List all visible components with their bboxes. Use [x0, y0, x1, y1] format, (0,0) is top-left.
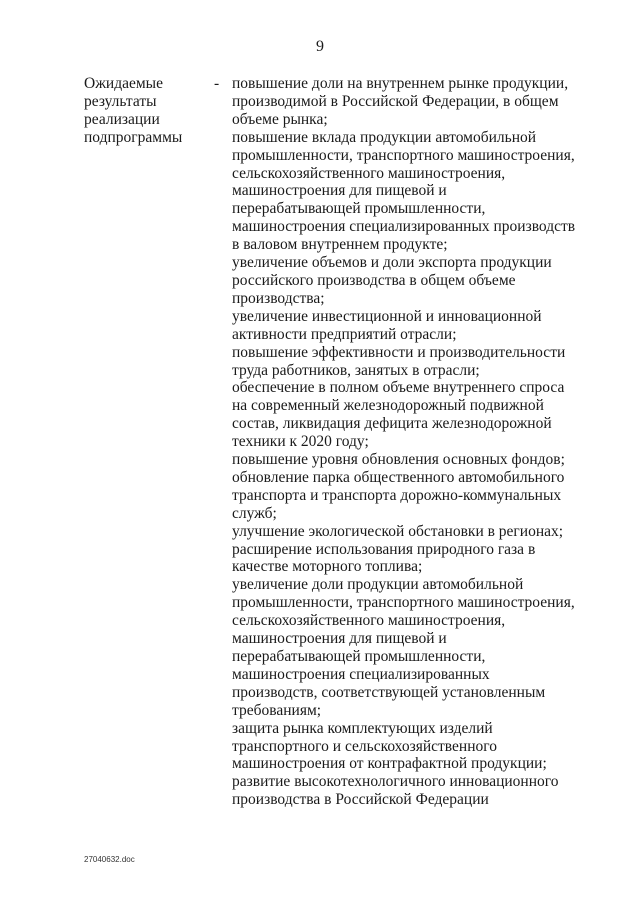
- content-line: производств, соответствующей установленным: [232, 683, 546, 701]
- content-line: техники к 2020 году;: [232, 433, 369, 451]
- content-line: обновление парка общественного автомобильного: [232, 468, 565, 486]
- content-line: производства;: [232, 289, 325, 307]
- content-line: обеспечение в полном объеме внутреннего спроса: [232, 379, 565, 397]
- content-line: увеличение объемов и доли экспорта продукции: [232, 254, 552, 272]
- content-line: российского производства в общем объеме: [232, 271, 516, 289]
- content-line: сельскохозяйственного машиностроения,: [232, 164, 506, 182]
- expected-results-text: [232, 75, 576, 809]
- page-number: 9: [316, 38, 324, 55]
- content-line: машиностроения специализированных: [232, 665, 490, 683]
- content-line: развитие высокотехнологичного инновационного: [232, 773, 559, 791]
- content-line: состав, ликвидация дефицита железнодорожной: [232, 415, 552, 433]
- content-line: повышение вклада продукции автомобильной: [232, 128, 537, 146]
- content-line: повышение доли на внутреннем рынке продукции,: [232, 75, 569, 92]
- content-line: повышение уровня обновления основных фондов;: [232, 451, 565, 469]
- content-line: машиностроения для пищевой и: [232, 630, 447, 648]
- content-line: в валовом внутреннем продукте;: [232, 236, 448, 254]
- content-line: качестве моторного топлива;: [232, 558, 423, 576]
- content-line: производства в Российской Федерации: [232, 791, 489, 809]
- content-line: служб;: [232, 504, 277, 522]
- content-line: увеличение доли продукции автомобильной: [232, 576, 524, 594]
- content-line: транспортного и сельскохозяйственного: [232, 737, 497, 755]
- content-line: машиностроения от контрафактной продукции;: [232, 755, 547, 773]
- label-line: Ожидаемые: [84, 75, 163, 92]
- content-line: машиностроения для пищевой и: [232, 182, 447, 200]
- content-line: машиностроения специализированных производств: [232, 218, 576, 236]
- content-line: объеме рынка;: [232, 110, 328, 128]
- content-line: улучшение экологической обстановки в регионах;: [232, 522, 564, 540]
- section-label: [84, 75, 204, 147]
- content-line: активности предприятий отрасли;: [232, 325, 457, 343]
- content-line: сельскохозяйственного машиностроения,: [232, 612, 506, 630]
- content-line: повышение эффективности и производительности: [232, 343, 566, 361]
- content-line: перерабатывающей промышленности,: [232, 200, 486, 218]
- list-dash: -: [214, 75, 220, 92]
- footer-filename: 27040632.doc: [84, 855, 135, 864]
- content-line: требованиям;: [232, 701, 322, 719]
- content-line: промышленности, транспортного машиностроения,: [232, 146, 575, 164]
- content-line: производимой в Российской Федерации, в общем: [232, 92, 559, 110]
- content-line: перерабатывающей промышленности,: [232, 648, 486, 665]
- content-line: расширение использования природного газа в: [232, 540, 536, 558]
- label-line: реализации: [84, 111, 160, 128]
- content-line: транспорта и транспорта дорожно-коммунальных: [232, 486, 562, 504]
- label-line: результаты: [84, 93, 157, 110]
- content-line: труда работников, занятых в отрасли;: [232, 361, 480, 379]
- label-line: подпрограммы: [84, 129, 183, 146]
- content-line: увеличение инвестиционной и инновационной: [232, 307, 542, 325]
- content-line: защита рынка комплектующих изделий: [232, 719, 493, 737]
- content-line: на современный железнодорожный подвижной: [232, 397, 544, 415]
- content-line: промышленности, транспортного машиностроения,: [232, 594, 575, 612]
